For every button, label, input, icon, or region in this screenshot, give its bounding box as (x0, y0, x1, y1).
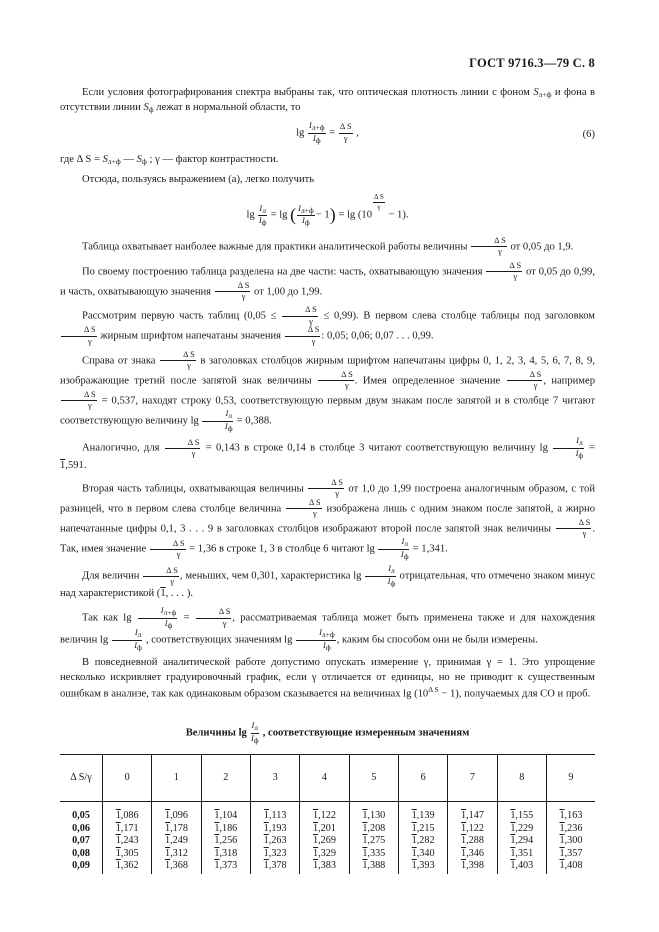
table-value: 1,171 (115, 822, 139, 834)
table-header-cell: 9 (546, 755, 595, 802)
table-value: 1,312 (165, 847, 188, 859)
table-value: 1,130 (362, 810, 386, 822)
paragraph-1: Если условия фотографирования спектра выбраны так, что оптическая плотность линии с фоном $S_{л+ф}$ и фона в отсутствии линии $S_ф$ лежат в нормальной области, то (60, 87, 595, 114)
table-value: 1,201 (313, 822, 336, 834)
table-value: 1,208 (362, 822, 386, 834)
page-header: ГОСТ 9716.3—79 С. 8 (469, 56, 595, 70)
table-value: 1,368 (165, 860, 188, 872)
table-header-cell: 2 (201, 755, 250, 802)
row-key: 0,09 (72, 860, 90, 872)
table-header-cell: 8 (497, 755, 546, 802)
table-value: 1,178 (165, 822, 188, 834)
table-value: 1,305 (115, 847, 139, 859)
table-value: 1,122 (460, 822, 484, 834)
table-column-cell (349, 802, 398, 875)
table-column-cell (60, 802, 102, 875)
table-value: 1,393 (411, 860, 435, 872)
table-value: 1,275 (362, 835, 386, 847)
table-header-cell: 1 (152, 755, 201, 802)
table-value: 1,163 (559, 810, 583, 822)
table-value: 1,249 (165, 835, 188, 847)
table-value: 1,323 (263, 847, 287, 859)
table-value: 1,282 (411, 835, 435, 847)
table-column-cell (250, 802, 299, 875)
paragraph-5: Рассмотрим первую часть таблиц (0,05 ≤ $\frac{\text{Δ S}}{\gamma}$ ≤ 0,99). В первом слева столбце таблицы под заголовком $\frac{\text{Δ S}}{\gamma}$ жирным шрифтом напечатаны значения $\frac{\text{Δ S}}{\gamma}$ : 0,05; 0,06; 0,07 . . . 0,99. (60, 306, 595, 346)
table-row (60, 802, 595, 875)
table-value: 1,388 (362, 860, 386, 872)
table-value: 1,263 (263, 835, 287, 847)
table-column-cell (201, 802, 250, 875)
table-value: 1,335 (362, 847, 386, 859)
table-column-cell (102, 802, 151, 875)
table-value: 1,113 (263, 810, 287, 822)
table-value: 1,373 (214, 860, 238, 872)
table-value: 1,346 (460, 847, 484, 859)
table-value: 1,215 (411, 822, 435, 834)
table-value: 1,403 (510, 860, 534, 872)
table-column-cell (497, 802, 546, 875)
table-value: 1,155 (510, 810, 534, 822)
table-value: 1,236 (559, 822, 583, 834)
table-value: 1,104 (214, 810, 238, 822)
paragraph-2: Отсюда, пользуясь выражением (а), легко получить (82, 173, 315, 185)
paragraph-10: Так как lg $\frac{I_{л+ф}}{I_ф}$ = $\frac{\text{Δ S}}{\gamma}$ , рассматриваемая таблица может быть применена также и для нахождения величин lg $\frac{I_л}{I_ф}$ , соответствующих значениям lg $\frac{I_{л+ф}}{I_ф}$ , каким бы способом они не были измерены. (60, 606, 596, 652)
fraction-ds-over-gamma: $\frac{\text{Δ S}}{\gamma}$ (339, 122, 352, 143)
table-header-cell: 4 (300, 755, 349, 802)
row-key: 0,06 (72, 822, 90, 834)
row-key: 0,05 (72, 810, 90, 822)
paragraph-7: Аналогично, для $\frac{\text{Δ S}}{\gamma}$ = 0,143 в строке 0,14 в столбце 3 читают соответствующую величину lg $\frac{I_л}{I_ф}$ = 1,591. (60, 436, 595, 472)
table-value: 1,294 (510, 835, 534, 847)
table-header-cell: 5 (349, 755, 398, 802)
paragraph-6: Справа от знака $\frac{\text{Δ S}}{\gamma}$ в заголовках столбцов жирным шрифтом напечатаны цифры 0, 1, 2, 3, 4, 5, 6, 7, 8, 9, изображающие третий после запятой знак величины $\frac{\text{Δ S}}{\gamma}$ . Имея определенное значение $\frac{\text{Δ S}}{\gamma}$ , например $\frac{\text{Δ S}}{\gamma}$ = 0,537, находят строку 0,53, соответствующую первым двум знакам после запятой и в столбце 7 читают соответствующую величину lg $\frac{I_л}{I_ф}$ = 0,388. (60, 350, 596, 433)
table-header-cell: 3 (250, 755, 299, 802)
table-header-cell: 0 (102, 755, 151, 802)
table-value: 1,122 (313, 810, 336, 822)
table-value: 1,269 (313, 835, 336, 847)
paragraph-9: Для величин $\frac{\text{Δ S}}{\gamma}$ , меньших, чем 0,301, характеристика lg $\frac{I_л}{I_ф}$ отрицательная, что отмечено знаком минус над характеристикой (1, . . . ). (60, 564, 596, 600)
table-value: 1,096 (165, 810, 188, 822)
table-header-cell: 7 (448, 755, 497, 802)
paragraph-where: где Δ $S = S_{л+ф}$ — $S_ф$ ; γ — фактор контрастности. (60, 154, 279, 167)
table-header-cell: 6 (398, 755, 447, 802)
table-value: 1,398 (460, 860, 484, 872)
table-value: 1,186 (214, 822, 238, 834)
table-value: 1,408 (559, 860, 583, 872)
table-value: 1,139 (411, 810, 435, 822)
fraction-i-lph-over-iph: $\frac{I_{л+ф}}{I_ф}$ (308, 121, 325, 145)
table-value: 1,318 (214, 847, 238, 859)
table-value: 1,147 (460, 810, 484, 822)
table-value: 1,378 (263, 860, 287, 872)
table-value: 1,340 (411, 847, 435, 859)
table-value: 1,288 (460, 835, 484, 847)
row-key: 0,08 (72, 847, 90, 859)
table-header-cell: Δ S/γ (60, 755, 102, 802)
table-column-cell (152, 802, 201, 875)
table-value: 1,357 (559, 847, 583, 859)
table-value: 1,086 (115, 810, 139, 822)
paragraph-11: В повседневной аналитической работе допустимо опускать измерение γ, принимая γ = 1. Это упрощение несколько искривляет градуировочный график, если γ отличается от единицы, но не приводит к существенным ошибкам в анализе, так как одинаковым образом сказывается на величинах $\lg (10^{\Delta S} - 1)$, получаемых для СО и проб. (60, 657, 595, 700)
table-value: 1,243 (115, 835, 139, 847)
formula-6: lg $\frac{I_{л+ф}}{I_ф}$ = $\frac{\text{Δ S}}{\gamma}$ , (6) (296, 121, 595, 145)
formula-lg-expression: lg $\frac{I_л}{I_ф}$ = lg ( $\frac{I_{л+ф}}{I_ф}$ − 1) = lg (10 $^{\frac{\text{Δ S}}{\gamma}}$ − 1). (246, 193, 409, 228)
table-column-cell (398, 802, 447, 875)
table-value: 1,256 (214, 835, 238, 847)
table-column-cell (546, 802, 595, 875)
values-table (60, 754, 595, 874)
document-body (60, 86, 595, 874)
equation-number: (6) (582, 129, 595, 141)
paragraph-4: По своему построению таблица разделена на две части: часть, охватывающую значения $\frac{\text{Δ S}}{\gamma}$ от 0,05 до 0,99, и часть, охватывающую значения $\frac{\text{Δ S}}{\gamma}$ от 1,00 до 1,99. (60, 260, 596, 301)
table-value: 1,300 (559, 835, 583, 847)
table-value: 1,229 (510, 822, 534, 834)
paragraph-3: Таблица охватывает наиболее важные для практики аналитической работы величины $\frac{\text{Δ S}}{\gamma}$ от 0,05 до 1,9. (82, 235, 574, 257)
table-header-row (60, 755, 595, 802)
table-title: Величины lg $\frac{I_л}{I_ф}$ , соответствующие измеренным значениям (185, 721, 470, 745)
table-value: 1,362 (115, 860, 139, 872)
row-key: 0,07 (72, 835, 90, 847)
table-column-cell (448, 802, 497, 875)
table-value: 1,193 (263, 822, 287, 834)
table-value: 1,329 (313, 847, 336, 859)
table-value: 1,351 (510, 847, 534, 859)
table-value: 1,383 (313, 860, 336, 872)
paragraph-8: Вторая часть таблицы, охватывающая величины $\frac{\text{Δ S}}{\gamma}$ от 1,0 до 1,99 построена аналогичным образом, с той разницей, что в первом слева столбце величина $\frac{\text{Δ S}}{\gamma}$ изображена лишь с одним знаком после запятой, а жирно напечатанные цифры 0,1, 3 . . . 9 в заголовках столбцов изображают второй после запятой знак величины $\frac{\text{Δ S}}{\gamma}$ . Так, имея значение $\frac{\text{Δ S}}{\gamma}$ = 1,36 в строке 1, 3 в столбце 6 читают lg $\frac{I_л}{I_ф}$ = 1,341. (60, 478, 595, 561)
table-column-cell (300, 802, 349, 875)
